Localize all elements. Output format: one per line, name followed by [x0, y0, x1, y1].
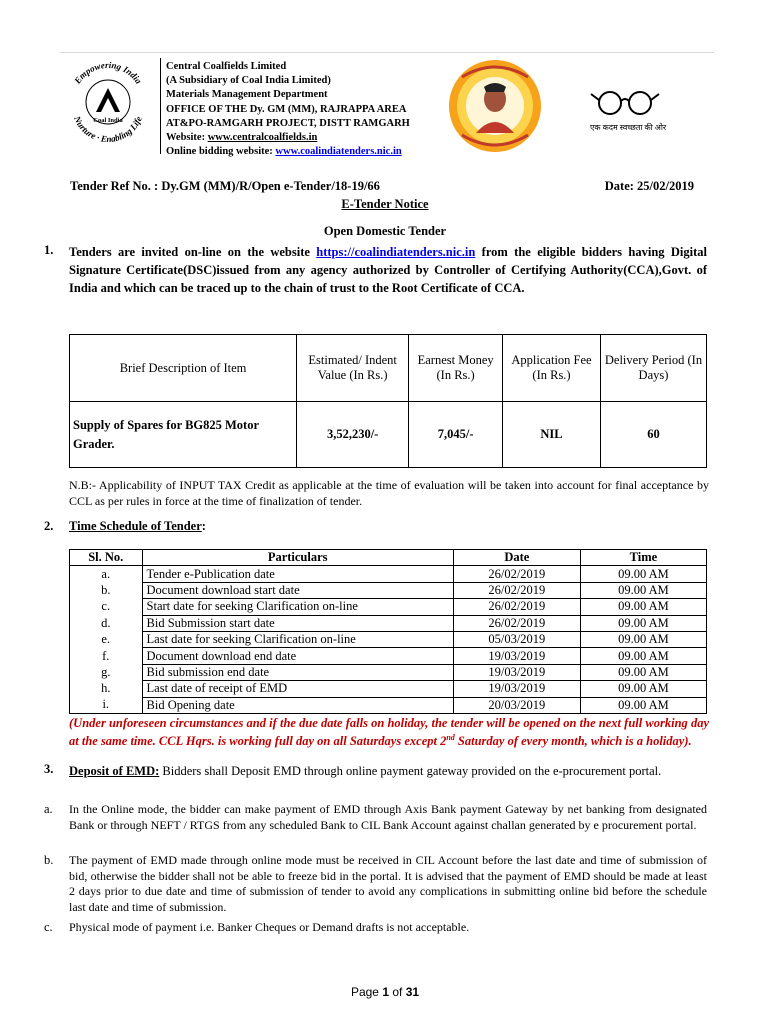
header-application-fee: Application Fee (In Rs.)	[503, 335, 601, 402]
header-earnest-money: Earnest Money (In Rs.)	[409, 335, 503, 402]
table-row: d. Bid Submission start date 26/02/2019 09.00 AM	[70, 615, 707, 631]
table-row: g. Bid submission end date 19/03/2019 09.00 AM	[70, 664, 707, 680]
coal-india-logo	[60, 54, 156, 150]
bidding-website-link[interactable]: www.coalindiatenders.nic.in	[275, 146, 402, 158]
section-2-number: 2.	[44, 519, 54, 533]
table-row: b. Document download start date 26/02/2019 09.00 AM	[70, 582, 707, 598]
item-estimated-value: 3,52,230/-	[297, 402, 409, 468]
letterhead-line-5: AT&PO-RAMGARH PROJECT, DISTT RAMGARH	[166, 117, 410, 129]
portrait-emblem	[440, 57, 550, 155]
letterhead-line-3: Materials Management Department	[166, 89, 328, 101]
header-estimated-value: Estimated/ Indent Value (In Rs.)	[297, 335, 409, 402]
emd-point-a-label: a.	[44, 802, 53, 816]
section-3-number: 3.	[44, 762, 54, 776]
emd-point-b: The payment of EMD made through online mode must be received in CIL Account before the last date and time of submission of bid, otherwise the bidder shall not be able to freeze bid in the portal. It is advised that the payment of EMD should be made at least 2 days prior to due date and time of submission of tender to avoid any complications in submitting online bid before the schedule last date and time of submission.	[69, 853, 707, 914]
letterhead-line-2: (A Subsidiary of Coal India Limited)	[166, 75, 331, 87]
letterhead-line-1: Central Coalfields Limited	[166, 61, 287, 72]
section-1-text: Tenders are invited on-line on the website https://coalindiatenders.nic.in from the eligible bidders having Digital Signature Certificate(DSC)issued from any agency authorized by Controller of Certifying Authority(CCA),Govt. of India and which can be traced up to the chain of trust to the Root Certificate of CCA.	[69, 245, 707, 295]
table-row: h. Last date of receipt of EMD 19/03/2019 09.00 AM	[70, 681, 707, 697]
section-3-text: Deposit of EMD: Bidders shall Deposit EMD through online payment gateway provided on the e-procurement portal.	[69, 764, 662, 778]
website-line: Website: www.centralcoalfields.in	[166, 132, 318, 144]
item-table	[69, 334, 707, 468]
table-row: i. Bid Opening date 20/03/2019 09.00 AM	[70, 697, 707, 713]
logo-name: Coal India	[93, 117, 123, 124]
item-description: Supply of Spares for BG825 Motor Grader.	[70, 402, 297, 468]
emd-point-b-label: b.	[44, 853, 54, 867]
holiday-note: (Under unforeseen circumstances and if the due date falls on holiday, the tender will be opened on the next full working day at the same time. CCL Hqrs. is working full day on all Saturdays except 2nd Saturday of every month, which is a holiday).	[69, 716, 709, 748]
table-row: e. Last date for seeking Clarification on-line 05/03/2019 09.00 AM	[70, 631, 707, 647]
emd-point-c: Physical mode of payment i.e. Banker Cheques or Demand drafts is not acceptable.	[69, 920, 470, 934]
notice-subtitle: Open Domestic Tender	[323, 224, 447, 238]
swachh-bharat-logo	[588, 88, 668, 132]
item-application-fee: NIL	[503, 402, 601, 468]
item-earnest-money: 7,045/-	[409, 402, 503, 468]
svg-text:Empowering India	[72, 60, 144, 86]
schedule-header	[70, 550, 707, 566]
logo-text-top: Empowering India	[72, 59, 144, 86]
item-delivery-period: 60	[600, 402, 706, 468]
item-table-header	[70, 335, 707, 402]
notice-title: E-Tender Notice	[341, 197, 429, 211]
notice-title-wrap	[0, 197, 770, 212]
schedule-header-time: Time	[580, 550, 706, 566]
table-row: f. Document download end date 19/03/2019 09.00 AM	[70, 648, 707, 664]
tender-date: Date: 25/02/2019	[604, 179, 694, 193]
website-link[interactable]: www.centralcoalfields.in	[207, 132, 318, 144]
nb-note: N.B:- Applicability of INPUT TAX Credit as applicable at the time of evaluation will be taken into account for final acceptance by CCL as per rules in force at the time of finalization of tender.	[69, 478, 709, 508]
swachh-caption: एक कदम स्वच्छता की ओर	[590, 123, 667, 132]
schedule-header-slno: Sl. No.	[70, 550, 143, 566]
coalindiatenders-link[interactable]: https://coalindiatenders.nic.in	[316, 245, 476, 259]
header-delivery-period: Delivery Period (In Days)	[600, 335, 706, 402]
section-2-title: Time Schedule of Tender:	[69, 519, 206, 533]
logo-text-bottom: Nurture · Enabling Life	[72, 114, 144, 145]
section-1-number: 1.	[44, 243, 54, 257]
bidding-website-line: Online bidding website: www.coalindiatenders.nic.in	[166, 146, 402, 158]
item-table-row	[70, 402, 707, 468]
page-number: Page 1 of 31	[350, 985, 420, 999]
schedule-table	[69, 549, 707, 714]
table-row: c. Start date for seeking Clarification on-line 26/02/2019 09.00 AM	[70, 599, 707, 615]
tender-ref: Tender Ref No. : Dy.GM (MM)/R/Open e-Tender/18-19/66	[70, 179, 380, 193]
table-row: a. Tender e-Publication date 26/02/2019 09.00 AM	[70, 566, 707, 582]
letterhead-line-4: OFFICE OF THE Dy. GM (MM), RAJRAPPA AREA	[166, 103, 407, 115]
emd-point-a: In the Online mode, the bidder can make payment of EMD through Axis Bank payment Gateway by net banking from designated Bank or through NEFT / RTGS from any scheduled Bank to CIL Bank Account against challan generated by e procurement portal.	[69, 802, 707, 832]
letterhead-text	[166, 60, 410, 159]
header-rule	[60, 52, 714, 53]
schedule-header-date: Date	[453, 550, 580, 566]
emd-point-c-label: c.	[44, 920, 53, 934]
header-divider	[160, 58, 161, 154]
header-description: Brief Description of Item	[70, 335, 297, 402]
section-3-title: Deposit of EMD:	[69, 764, 160, 778]
schedule-header-particulars: Particulars	[142, 550, 453, 566]
